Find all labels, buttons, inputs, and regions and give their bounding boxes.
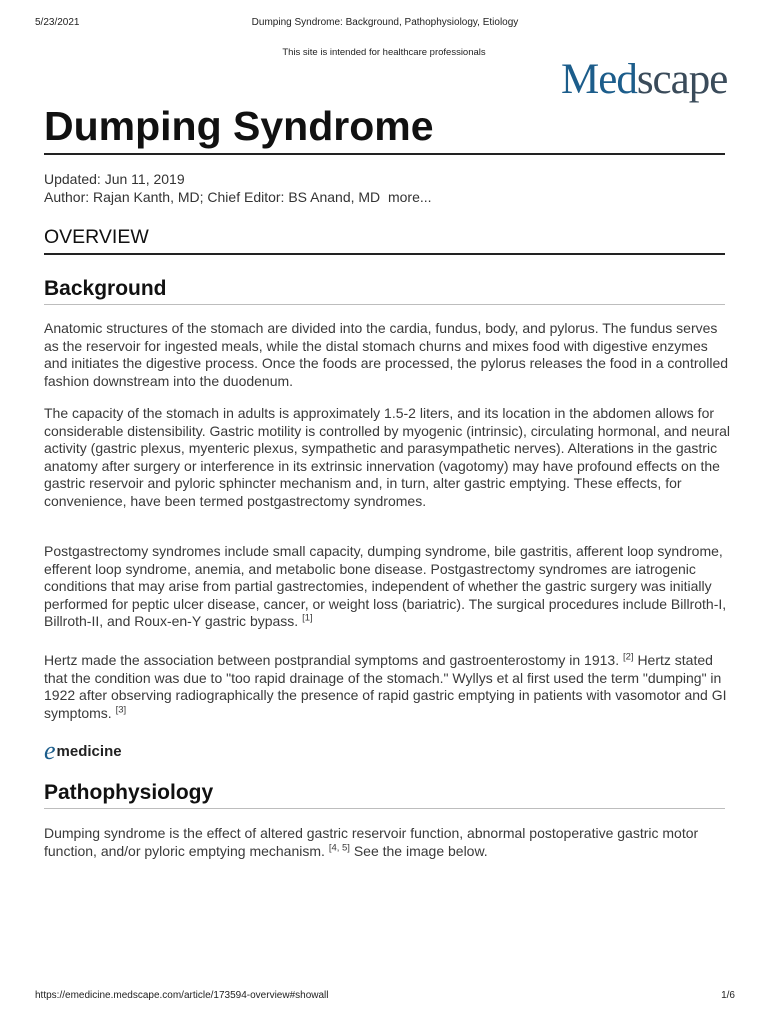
emedicine-logo[interactable] bbox=[44, 738, 122, 764]
background-paragraph-1: Anatomic structures of the stomach are divided into the cardia, fundus, body, and pylorus. The fundus serves as the reservoir for ingested meals, while the distal stomach churns and mixes food with digestive enzymes and initiates the digestive process. Once the foods are processed, the pylorus releases the food in a controlled fashion downstream into the duodenum. bbox=[44, 320, 729, 389]
overview-divider bbox=[44, 253, 725, 255]
background-paragraph-3 bbox=[44, 543, 734, 631]
background-paragraph-4 bbox=[44, 652, 734, 722]
background-divider bbox=[44, 304, 725, 305]
print-url: https://emedicine.medscape.com/article/173594-overview#showall bbox=[35, 990, 329, 1001]
print-doc-title: Dumping Syndrome: Background, Pathophysiology, Etiology bbox=[251, 17, 519, 28]
reference-3[interactable]: [3] bbox=[115, 703, 127, 715]
author-line bbox=[44, 188, 432, 206]
print-header bbox=[35, 17, 735, 31]
medscape-logo[interactable] bbox=[561, 56, 727, 104]
pathophysiology-text-b: See the image below. bbox=[353, 842, 488, 859]
page-number: 1/6 bbox=[721, 990, 735, 1001]
paragraph-3-text: Postgastrectomy syndromes include small capacity, dumping syndrome, bile gastritis, afferent loop syndrome, efferent loop syndrome, anemia, and metabolic bone disease. Postgastrectomy syndromes are iatrogenic conditions that may arise from partial gastrectomies, independent of whether the gastric surgery was initially performed for peptic ulcer disease, cancer, or weight loss (bariatric). The surgical procedures include Billroth-I, Billroth-II, and Roux-en-Y gastric bypass. bbox=[44, 543, 727, 629]
paragraph-4-text-b: Hertz stated that the condition was due to "too rapid drainage of the stomach." Wyllys et al first used the term "dumping" in 1922 after observing radiographically the presence of rapid gastric emptying in patients with vasomotor and GI symptoms. bbox=[44, 652, 727, 721]
article-meta bbox=[44, 170, 432, 206]
reference-4-5[interactable]: [4, 5] bbox=[328, 841, 350, 853]
more-link[interactable]: more... bbox=[387, 189, 432, 205]
paragraph-4-text-a: Hertz made the association between postprandial symptoms and gastroenterostomy in 1913. bbox=[44, 652, 620, 668]
emedicine-e: e bbox=[44, 736, 56, 765]
pathophysiology-text-a: Dumping syndrome is the effect of altered gastric reservoir function, abnormal postoperative gastric motor function, and/or pyloric emptying mechanism. bbox=[44, 825, 699, 859]
print-footer bbox=[35, 990, 735, 1004]
pathophysiology-divider bbox=[44, 808, 725, 809]
emedicine-word: medicine bbox=[56, 743, 122, 760]
pathophysiology-paragraph bbox=[44, 825, 734, 860]
title-divider bbox=[44, 153, 725, 155]
author-text: Author: Rajan Kanth, MD; Chief Editor: BS Anand, MD bbox=[44, 189, 381, 205]
background-heading: Background bbox=[44, 277, 167, 300]
article-title: Dumping Syndrome bbox=[44, 103, 434, 149]
pathophysiology-heading: Pathophysiology bbox=[44, 781, 214, 804]
overview-heading: OVERVIEW bbox=[44, 226, 149, 248]
professional-notice: This site is intended for healthcare professionals bbox=[282, 47, 486, 58]
reference-1[interactable]: [1] bbox=[302, 612, 313, 624]
updated-date: Updated: Jun 11, 2019 bbox=[44, 171, 185, 187]
logo-scape: scape bbox=[636, 56, 728, 103]
logo-med: Med bbox=[561, 56, 637, 103]
reference-2[interactable]: [2] bbox=[622, 651, 634, 663]
background-paragraph-2: The capacity of the stomach in adults is approximately 1.5-2 liters, and its location in the abdomen allows for considerable distensibility. Gastric motility is controlled by myogenic (intrinsic), circulating hormonal, and neural activity (gastric plexus, myenteric plexus, sympathetic and parasympathetic nerves). Alterations in the gastric anatomy after surgery or interference in its extrinsic innervation (vagotomy) may have profound effects on the gastric reservoir and pyloric sphincter mechanism and, in turn, alter gastric emptying. These effects, for convenience, have been termed postgastrectomy syndromes. bbox=[44, 405, 731, 509]
print-date: 5/23/2021 bbox=[35, 17, 80, 28]
